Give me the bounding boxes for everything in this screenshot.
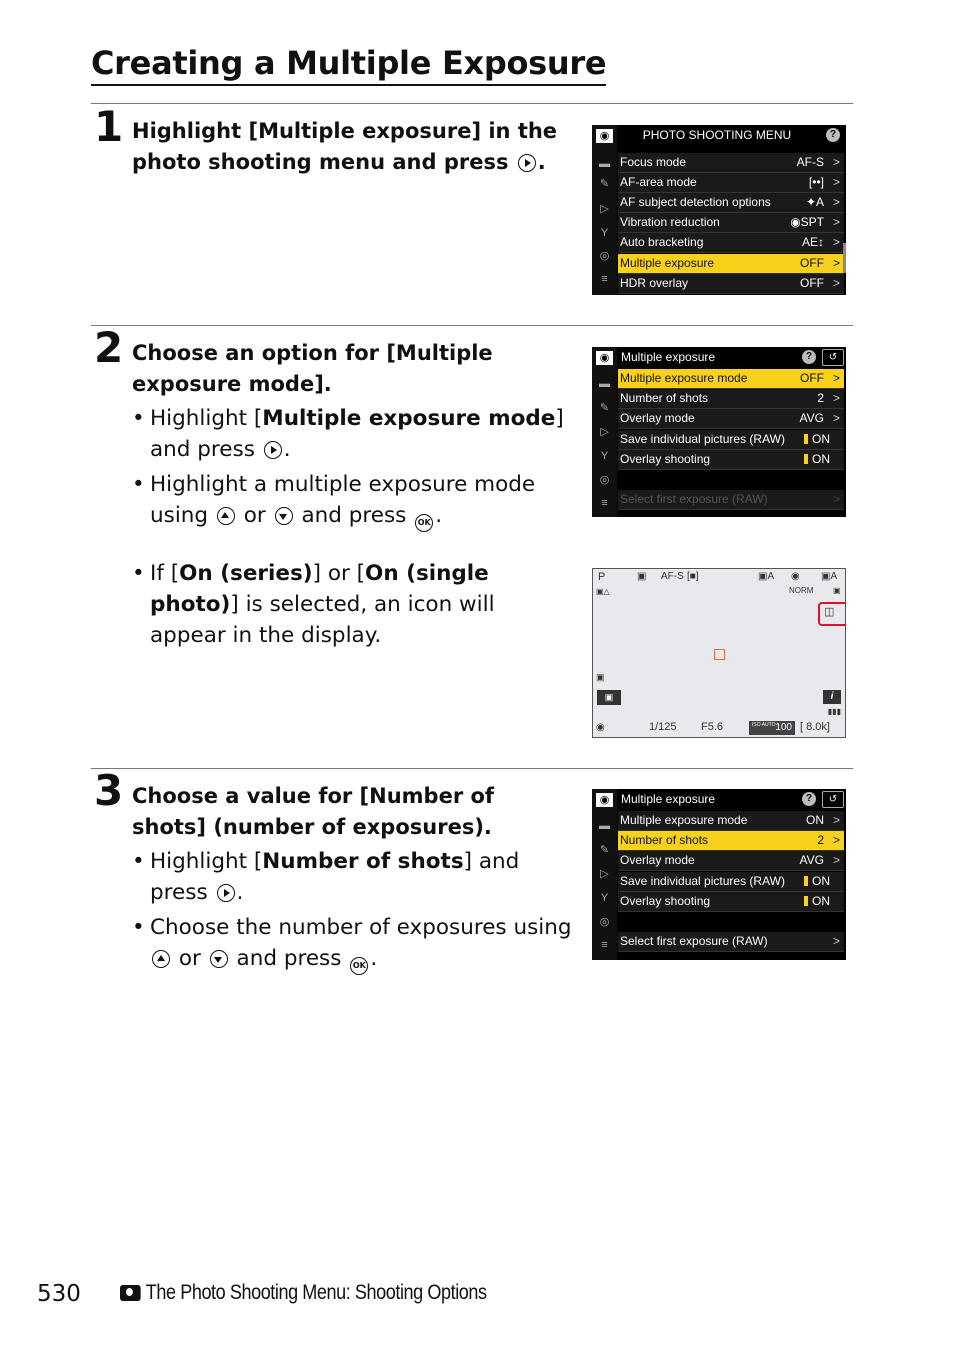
text: Highlight [: [150, 406, 263, 431]
menu-row-focus-mode[interactable]: [618, 153, 844, 173]
help-icon: ?: [802, 350, 816, 364]
focus-mode: AF-S: [661, 571, 684, 582]
shutter-speed: 1/125: [649, 721, 677, 733]
text-bold: On (series): [179, 561, 313, 586]
footer-section: [120, 1278, 487, 1308]
step-2-bullets: [132, 403, 577, 536]
row-value: ✦A: [805, 195, 824, 209]
chevron-right-icon: >: [832, 215, 840, 229]
row-value: ON: [806, 813, 824, 827]
movie-icon: ▬: [599, 158, 610, 170]
row-value: ON: [812, 452, 830, 466]
menu-row-multiple-exposure[interactable]: [618, 254, 844, 274]
row-value: OFF: [800, 276, 824, 290]
camera-icon: ◉: [596, 129, 613, 143]
text: ] is selected, an icon will appear in the display.: [150, 592, 495, 648]
row-label: Multiple exposure mode: [620, 813, 748, 827]
divider: [91, 325, 853, 326]
photo-shooting-menu-screen: [592, 125, 846, 295]
text-bold: Multiple exposure mode: [262, 406, 556, 431]
bullet-item: • Highlight a multiple exposure mode using or and press OK .: [132, 469, 577, 532]
text: ] or [: [312, 561, 366, 586]
chevron-right-icon: >: [832, 155, 840, 169]
help-icon: ?: [802, 792, 816, 806]
back-icon[interactable]: ↺: [822, 791, 844, 808]
row-label: Overlay shooting: [620, 894, 711, 908]
row-label: Number of shots: [620, 833, 709, 847]
back-icon[interactable]: ↺: [822, 349, 844, 366]
text: ] and press: [150, 849, 520, 905]
step-2-note: [132, 558, 577, 655]
movie-icon: ▬: [599, 820, 610, 832]
camera-icon: ◉: [596, 793, 613, 807]
row-label: Overlay shooting: [620, 452, 711, 466]
row-label: AF subject detection options: [620, 195, 771, 209]
row-label: Multiple exposure: [620, 256, 715, 270]
text: and press: [236, 946, 342, 971]
bullet-item: • Choose the number of exposures using or and press OK .: [132, 912, 577, 975]
pencil-icon: ✎: [599, 402, 610, 414]
menu-row-multiple-exposure-mode[interactable]: [618, 811, 844, 831]
row-label: HDR overlay: [620, 276, 689, 290]
step-number: 1: [94, 102, 124, 151]
bullet-item: • Highlight [Multiple exposure mode] and press .: [132, 403, 577, 465]
row-label: Auto bracketing: [620, 235, 704, 249]
row-label: Number of shots: [620, 391, 709, 405]
row-label: AF-area mode: [620, 175, 697, 189]
step-heading: Choose an option for [Multiple exposure mode].: [132, 341, 493, 396]
row-value: AVG: [799, 853, 824, 867]
row-value: OFF: [800, 256, 824, 270]
wrench-icon: Υ: [600, 892, 609, 904]
row-label: Vibration reduction: [620, 215, 720, 229]
chevron-right-icon: >: [832, 175, 840, 189]
menu-row-number-of-shots[interactable]: [618, 389, 844, 409]
ok-button-icon: OK: [415, 514, 433, 532]
page-number: 530: [37, 1281, 81, 1307]
text-bold: Number of shots: [262, 849, 464, 874]
subject-detection-icon: ▣: [597, 690, 621, 705]
divider: [91, 768, 853, 769]
my-menu-icon: ≡: [601, 273, 608, 285]
row-value: OFF: [800, 371, 824, 385]
iso-label: ISO AUTO: [752, 722, 776, 728]
ok-button-icon: OK: [350, 957, 368, 975]
playback-icon: ▷: [600, 426, 609, 438]
on-toggle: [804, 872, 830, 891]
menu-row-save-individual-pictures[interactable]: [618, 430, 844, 450]
row-value: [••]: [808, 175, 824, 189]
menu-row-af-area-mode[interactable]: [618, 173, 844, 193]
pencil-icon: ✎: [599, 178, 610, 190]
number-of-shots-menu-screen: [592, 789, 846, 960]
multi-selector-right-icon: [217, 884, 235, 902]
row-value: ON: [812, 432, 830, 446]
step-3-bullets: [132, 846, 577, 979]
vr-icon: ◉: [791, 571, 800, 582]
multiple-exposure-menu-screen: [592, 347, 846, 517]
page-title: Creating a Multiple Exposure: [91, 42, 606, 86]
footer-section-text: The Photo Shooting Menu: Shooting Options: [145, 1281, 487, 1304]
menu-row-af-subject-detection[interactable]: [618, 193, 844, 213]
row-label: Save individual pictures (RAW): [620, 874, 785, 888]
step-number: 2: [94, 323, 124, 372]
metering-icon: ▣△: [596, 587, 610, 596]
menu-row-overlay-shooting[interactable]: [618, 892, 844, 912]
text: Highlight [: [150, 849, 263, 874]
row-value: AE↕: [801, 235, 824, 249]
text: or: [243, 503, 266, 528]
menu-row-select-first-exposure[interactable]: [618, 490, 844, 510]
menu-sidebar: [592, 789, 617, 960]
text: and press: [301, 503, 407, 528]
menu-row-overlay-mode[interactable]: [618, 409, 844, 429]
on-toggle: [804, 892, 830, 911]
chevron-right-icon: >: [832, 371, 840, 385]
menu-row-multiple-exposure-mode[interactable]: [618, 369, 844, 389]
on-toggle: [804, 450, 830, 469]
chevron-right-icon: >: [832, 411, 840, 425]
row-value: 2: [817, 833, 824, 847]
network-icon: ◎: [599, 250, 610, 262]
focus-point: [714, 649, 725, 660]
step-heading: Highlight [Multiple exposure] in the photo shooting menu and press .: [132, 119, 558, 174]
multi-selector-right-icon: [264, 441, 282, 459]
multi-selector-right-icon: [518, 154, 536, 172]
movie-icon: ▬: [599, 378, 610, 390]
menu-row-number-of-shots[interactable]: [618, 831, 844, 851]
row-label: Overlay mode: [620, 853, 695, 867]
chevron-right-icon: >: [832, 934, 840, 948]
step-heading: Choose a value for [Number of shots] (number of exposures).: [132, 784, 495, 839]
multi-selector-down-icon: [210, 950, 228, 968]
release-mode-icon: ▣: [637, 571, 647, 582]
camera-icon: ◉: [596, 351, 613, 365]
on-toggle: [804, 430, 830, 449]
iso-indicator: [749, 721, 795, 735]
row-label: Select first exposure (RAW): [620, 934, 768, 948]
iso-value: 100: [775, 722, 792, 733]
text: If [: [150, 561, 180, 586]
multi-selector-up-icon: [217, 507, 235, 525]
row-value: ON: [812, 894, 830, 908]
menu-row-overlay-shooting[interactable]: [618, 450, 844, 470]
row-label: Multiple exposure mode: [620, 371, 748, 385]
text: or: [178, 946, 201, 971]
menu-header: Multiple exposure: [621, 792, 716, 806]
bullet-item: • Highlight [Number of shots] and press .: [132, 846, 577, 908]
metering-mode-icon: ◉: [596, 722, 605, 733]
image-size-icon: ▣: [833, 586, 841, 595]
chevron-right-icon: >: [832, 276, 840, 290]
menu-sidebar: [592, 347, 617, 517]
text-bold: On (single photo): [150, 561, 489, 617]
live-view-display: [592, 568, 846, 738]
network-icon: ◎: [599, 916, 610, 928]
battery-icon: ▮▮▮: [827, 707, 841, 716]
multi-selector-up-icon: [152, 950, 170, 968]
menu-row-save-individual-pictures[interactable]: [618, 872, 844, 892]
chevron-right-icon: >: [832, 833, 840, 847]
chevron-right-icon: >: [832, 235, 840, 249]
chevron-right-icon: >: [832, 391, 840, 405]
wrench-icon: Υ: [600, 450, 609, 462]
playback-icon: ▷: [600, 203, 609, 215]
flash-icon: ▣A: [758, 571, 775, 582]
chevron-right-icon: >: [832, 813, 840, 827]
scrollbar[interactable]: [843, 243, 846, 273]
step-heading-text: Highlight [Multiple exposure] in the photo shooting menu and press: [132, 119, 558, 174]
playback-icon: ▷: [600, 868, 609, 880]
menu-row-select-first-exposure[interactable]: [618, 932, 844, 952]
multiple-exposure-icon: ◫: [824, 606, 835, 618]
text: Choose the number of exposures using: [150, 915, 572, 940]
info-icon[interactable]: i: [823, 690, 841, 704]
exposure-mode: P: [598, 571, 606, 583]
text: Highlight a multiple exposure mode using: [150, 472, 536, 528]
my-menu-icon: ≡: [601, 497, 608, 509]
row-value: ◉SPT: [790, 215, 824, 229]
image-quality: NORM: [789, 586, 814, 595]
exposures-remaining: [ 8.0k]: [800, 721, 830, 733]
chevron-right-icon: >: [832, 195, 840, 209]
network-icon: ◎: [599, 474, 610, 486]
my-menu-icon: ≡: [601, 939, 608, 951]
remaining-value: 8.0k: [806, 721, 827, 733]
menu-row-auto-bracketing[interactable]: [618, 233, 844, 253]
chevron-right-icon: >: [832, 853, 840, 867]
chevron-right-icon: >: [832, 492, 840, 506]
row-label: Overlay mode: [620, 411, 695, 425]
text: ] and press: [150, 406, 564, 462]
menu-row-empty: [618, 912, 844, 931]
row-value: AVG: [799, 411, 824, 425]
row-label: Save individual pictures (RAW): [620, 432, 785, 446]
row-value: 2: [817, 391, 824, 405]
menu-row-overlay-mode[interactable]: [618, 851, 844, 871]
row-label: Focus mode: [620, 155, 687, 169]
menu-row-empty: [618, 470, 844, 489]
picture-control-icon: ▣: [596, 672, 605, 682]
menu-header: Multiple exposure: [621, 350, 716, 364]
camera-icon: [120, 1285, 141, 1301]
menu-row-vibration-reduction[interactable]: [618, 213, 844, 233]
step-number: 3: [94, 766, 124, 815]
aperture: F5.6: [701, 721, 724, 733]
help-icon: ?: [826, 128, 840, 142]
multi-selector-down-icon: [275, 507, 293, 525]
bullet-item: [132, 558, 577, 651]
row-value: AF-S: [796, 155, 824, 169]
pencil-icon: ✎: [599, 844, 610, 856]
chevron-right-icon: >: [832, 256, 840, 270]
menu-row-hdr-overlay[interactable]: [618, 274, 844, 294]
menu-sidebar: [592, 125, 617, 295]
row-label: Select first exposure (RAW): [620, 492, 768, 506]
menu-header: PHOTO SHOOTING MENU: [642, 128, 792, 142]
row-value: ON: [812, 874, 830, 888]
image-area-icon: ▣A: [821, 571, 838, 582]
wrench-icon: Υ: [600, 227, 609, 239]
af-area-icon: [■]: [687, 571, 699, 582]
divider: [91, 103, 853, 104]
